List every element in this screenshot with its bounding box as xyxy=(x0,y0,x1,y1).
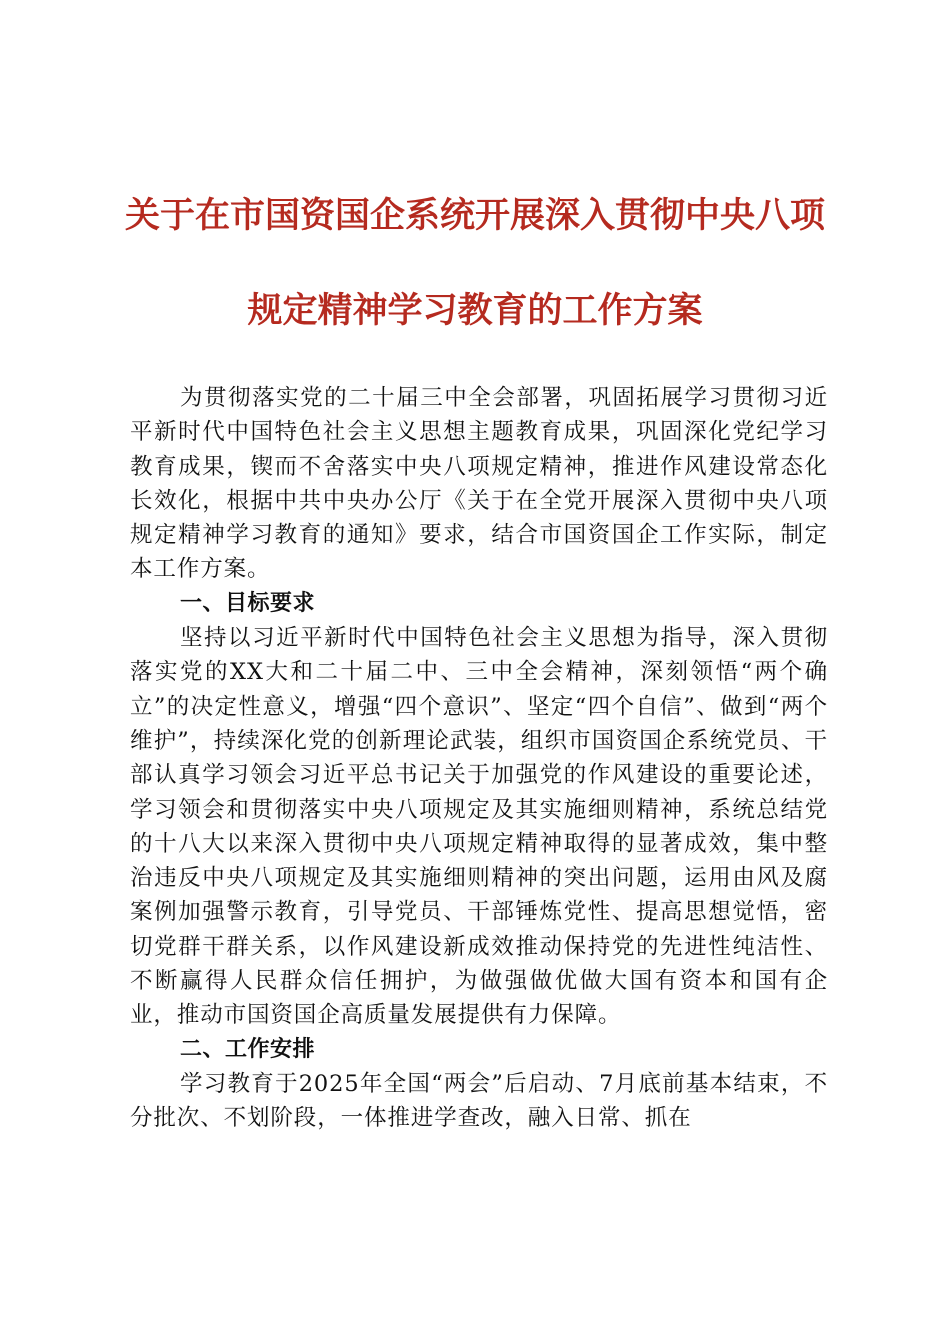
document-body xyxy=(130,381,828,1136)
section-paragraph-goals: 坚持以习近平新时代中国特色社会主义思想为指导，深入贯彻落实党的XX大和二十届二中、三中全会精神，深刻领悟“两个确立”的决定性意义，增强“四个意识”、坚定“四个自信”、做到“两个维护”，持续深化党的创新理论武装，组织市国资国企系统党员、干部认真学习领会习近平总书记关于加强党的作风建设的重要论述，学习领会和贯彻落实中央八项规定及其实施细则精神，系统总结党的十八大以来深入贯彻中央八项规定精神取得的显著成效，集中整治违反中央八项规定及其实施细则精神的突出问题，运用由风及腐案例加强警示教育，引导党员、干部锤炼党性、提高思想觉悟，密切党群干群关系，以作风建设新成效推动保持党的先进性纯洁性、不断赢得人民群众信任拥护，为做强做优做大国有资本和国有企业，推动市国资国企高质量发展提供有力保障。 xyxy=(130,625,828,1029)
document-title-line-2: 规定精神学习教育的工作方案 xyxy=(247,290,703,331)
section-paragraph-arrangement: 学习教育于2025年全国“两会”后启动、7月底前基本结束，不分批次、不划阶段，一体推进学查改，融入日常、抓在 xyxy=(130,1070,828,1132)
section-heading-arrangement: 二、工作安排 xyxy=(180,1036,316,1062)
document-title-line-1: 关于在市国资国企系统开展深入贯彻中央八项 xyxy=(124,195,825,236)
section-heading-goals: 一、目标要求 xyxy=(180,590,316,616)
intro-paragraph: 为贯彻落实党的二十届三中全会部署，巩固拓展学习贯彻习近平新时代中国特色社会主义思想主题教育成果，巩固深化党纪学习教育成果，锲而不舍落实中央八项规定精神，推进作风建设常态化长效化，根据中共中央办公厅《关于在全党开展深入贯彻中央八项规定精神学习教育的通知》要求，结合市国资国企工作实际，制定本工作方案。 xyxy=(130,385,828,583)
